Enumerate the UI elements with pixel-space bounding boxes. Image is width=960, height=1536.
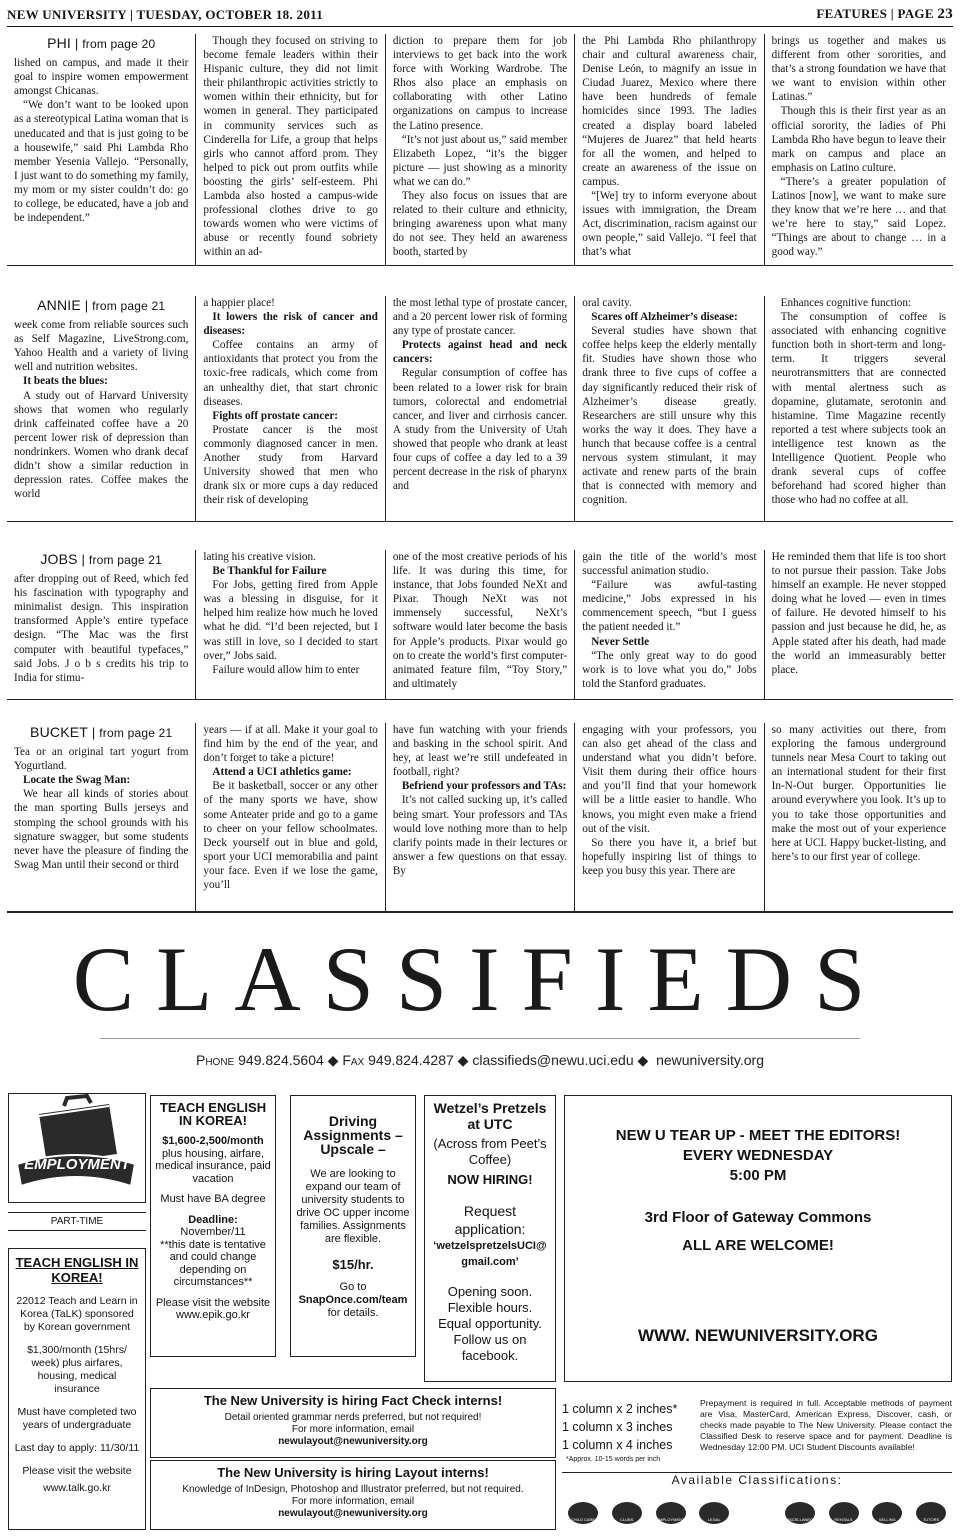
driving-title: Driving Assignments – Upscale – <box>303 1113 403 1157</box>
briefcase-icon <box>9 1094 143 1200</box>
legal-icon[interactable]: LEGAL <box>699 1502 729 1524</box>
part-time-label: PART-TIME <box>8 1212 146 1231</box>
layout-intern-ad <box>150 1460 556 1530</box>
annie-subhead: It lowers the risk of cancer and diseases: <box>203 311 378 338</box>
bucket-para: Tea or an original tart yogurt from Yogurtland. <box>14 746 189 773</box>
annie-para: Regular consumption of coffee has been related to a lower risk for brain tumors, colorectal and endometrial cancer, and liver and cirrhosis cancer. A study from the University of Utah showed that people who drank at least four cups of coffee a day led to a 39 percent decrease in the risk of pharynx and <box>392 367 568 493</box>
annie-subhead: Scares off Alzheimer’s disease: <box>591 311 738 324</box>
bucket-para: We hear all kinds of stories about the man sporting Bulls jerseys and stomping the school grounds with his signature swagger, but some students never have the pleasure of finding the Swag Man until their second or third <box>14 788 189 871</box>
bucket-col-3 <box>386 723 575 911</box>
phi-para: “There’s a greater population of Latinos [now], we want to make sure they know that we’re here … and that we’re here to stay,” said Lopez. “Things are about to change … in a good way.” <box>771 175 947 259</box>
employment-category-block <box>8 1093 146 1203</box>
wetzel-location: (Across from Peet’s Coffee) <box>433 1136 547 1167</box>
prepayment-notice: Prepayment is required in full. Acceptable methods of payment are Visa, MasterCard, American Express, Discover, cash, or checks made payable to The New University. Please contact the Classified Desk to reserve space and for payment. Deadline is Wednesday 12:00 PM. UCI Student Discounts available! <box>700 1398 952 1452</box>
jobs-jump-head: JOBS | from page 21 <box>40 551 163 567</box>
annie-para: A study out of Harvard University shows that women who regularly drink caffeinated coffee have a 20 percent lower risk of depression than nondrinkers. Women who drank decaf didn’t show a similar reduction in depression rates. Coffee makes the world <box>14 389 189 501</box>
annie-article <box>7 296 953 522</box>
phi-para: the Phi Lambda Rho philanthropy chair and cultural awareness chair, Denise León, to magnify an issue in Ciudad Juarez, Mexico where there have been hundreds of female homicides since 1993. The ladies created a display board labeled “Mujeres de Juarez” that held hearts for all the women, and helped to create an awareness of the issue on campus. <box>582 35 757 188</box>
bucket-col-2 <box>196 723 385 911</box>
jobs-para: lating his creative vision. <box>203 551 316 563</box>
epik-benefits: plus housing, airfare, medical insurance, paid vacation <box>155 1147 271 1185</box>
jobs-para: Failure would allow him to enter <box>212 663 360 676</box>
jobs-col-1 <box>7 550 196 699</box>
phi-para: They also focus on issues that are related to their culture and ethnicity, bringing awareness upon what many do not see. They held an awareness booth, started by <box>392 190 568 259</box>
annie-subhead: Fights off prostate cancer: <box>212 409 339 422</box>
diamond-icon: ◆ <box>457 1052 469 1068</box>
phi-article <box>7 34 953 266</box>
bucket-para: It’s not called sucking up, it’s called being smart. Your professors and TAs would love nothing more than to help clarify points made in their lectures or answer a few questions on that essay. By <box>392 794 568 877</box>
phi-col-2 <box>196 34 385 265</box>
page-header <box>7 3 953 27</box>
jobs-para: one of the most creative periods of his life. It was during this time, for instance, that Jobs founded NeXt and Pixar. Though NeXt was not immensely successful, NeXt’s software would later become the basis for Apple’s products. Pixar would go on to create the world’s first computer-animated feature film, “Toy Story,” and ultimately <box>392 551 568 690</box>
layout-email[interactable]: newulayout@newuniversity.org <box>278 1508 428 1519</box>
rate-item: 1 column x 2 inches* <box>562 1402 678 1416</box>
annie-para: week come from reliable sources such as Self Magazine, LiveStrong.com, Yahoo Health and a variety of living well and nutrition websites. <box>14 319 189 374</box>
miscellaneous-icon[interactable]: MISCELLANEOUS <box>785 1502 815 1524</box>
wetzel-line: Opening soon. <box>447 1284 533 1299</box>
bucket-subhead: Attend a UCI athletics game: <box>212 766 352 779</box>
phi-col-5 <box>765 34 953 265</box>
phi-para: “[We] try to inform everyone about issues with immigration, the Dream Act, discrimination, racism against our own people,” said Vallejo. “I feel that that’s what <box>582 190 757 259</box>
annie-para: Prostate cancer is the most commonly diagnosed cancer in men. Another study from Harvard University showed that men who drank six or more cups a day reduced their risk of developing <box>203 423 378 507</box>
annie-para: a happier place! <box>203 297 275 309</box>
talk-line: $1,300/month (15hrs/ week) plus airfares, housing, medical insurance <box>27 1344 127 1395</box>
jobs-subhead: Never Settle <box>591 635 650 648</box>
jobs-col-3 <box>386 550 575 699</box>
layout-line: Knowledge of InDesign, Photoshop and Illustrator preferred, but not required. <box>182 1484 524 1495</box>
employment-label: EMPLOYMENT <box>24 1156 130 1173</box>
phi-jump-head: PHI | from page 20 <box>47 35 156 51</box>
employment-icon[interactable]: EMPLOYMENT <box>656 1502 686 1524</box>
driving-body: We are looking to expand our team of university students to drive OC upper income families. Assignments are flexible. <box>296 1168 410 1245</box>
wetzels-ad <box>424 1095 556 1382</box>
layout-title: The New University is hiring Layout interns! <box>217 1465 489 1480</box>
bucket-col-4 <box>575 723 764 911</box>
phi-para: Though they focused on striving to become female leaders within their Hispanic culture, they did not limit their philanthropic activities strictly to women within their ethnicity, but for women in general. They participated in community services such as Cinderella for Life, a group that helps girls who cannot afford prom. They helped to pick out prom outfits while boosting the girls’ self-esteem. Phi Lambda also hosted a campus-wide professional clothes drive to go towards women who were victims of abuse or recently found sobriety within an ad- <box>203 35 378 259</box>
driving-details: for details. <box>327 1307 379 1319</box>
fact-line: Detail oriented grammar nerds preferred, but not required! <box>224 1412 482 1423</box>
talk-line: Last day to apply: 11/30/11 <box>14 1442 140 1454</box>
bucket-para: So there you have it, a brief but hopefully inspiring list of things to keep you busy this year. There are <box>582 836 757 877</box>
driving-go: Go to <box>339 1281 367 1293</box>
classifieds-site[interactable]: newuniversity.org <box>656 1052 764 1068</box>
bucket-para: so many activities out there, from exploring the famous underground tunnels near Mesa Court to taking out an international student for their first In-N-Out burger. Opportunities lie around everywhere you look. It’s up to you to take those opportunities and make the most out of your experience here at UCI. Happy bucket-listing, and here’s to our first year of college. <box>771 724 947 863</box>
driving-pay: $15/hr. <box>332 1257 374 1272</box>
talk-korea-ad <box>8 1248 146 1530</box>
jobs-subhead: Be Thankful for Failure <box>212 565 327 578</box>
driving-site[interactable]: SnapOnce.com/team <box>298 1294 408 1306</box>
available-classifications-label: Available Classifications: <box>562 1472 952 1487</box>
talk-website[interactable]: www.talk.go.kr <box>43 1482 111 1494</box>
bucket-col-5 <box>765 723 953 911</box>
rentals-icon[interactable]: RENTALS <box>829 1502 859 1524</box>
selling-icon[interactable]: SELLING <box>872 1502 902 1524</box>
bucket-col-1 <box>7 723 196 911</box>
wetzel-line: Follow us on facebook. <box>453 1332 527 1363</box>
annie-para: The consumption of coffee is associated with enhancing cognitive function both in short-term and long-term. It triggers several neurotransmitters that are connected with mental alertness such as dopamine, glutamate, serotonin and histamine. Time Magazine recently reported a test where subjects took an intelligence test known as the Intelligence Quotient. People who drank several cups of coffee beforehand had scored higher than those who had no coffee at all. <box>771 311 947 507</box>
child-care-icon[interactable]: CHILD CARE <box>568 1502 598 1524</box>
jobs-article <box>7 550 953 700</box>
bucket-jump-head: BUCKET | from page 21 <box>30 724 173 740</box>
annie-subhead-plain: Enhances cognitive function: <box>780 297 912 309</box>
classifieds-contact: Phone 949.824.5604 ◆ Fax 949.824.4287 ◆ classifieds@newu.uci.edu ◆ newuniversity.org <box>196 1052 764 1068</box>
bucket-para: Be it basketball, soccer or any other of the many sports we have, show some Anteater pride and go to a game to cheer on your fellow schoolmates. Deck yourself out in blue and gold, sport your UCI memorabilia and paint your face. Even if we lose the game, you’ll <box>203 780 378 892</box>
epik-website[interactable]: www.epik.go.kr <box>176 1309 250 1321</box>
jobs-col-5 <box>765 550 953 699</box>
phi-col-4 <box>575 34 764 265</box>
jobs-para: gain the title of the world’s most successful animation studio. <box>582 551 757 578</box>
jobs-para: “The only great way to do good work is to love what you do,” Jobs told the Stanford graduates. <box>582 649 757 690</box>
tearup-welcome: ALL ARE WELCOME! <box>682 1237 834 1254</box>
driving-ad <box>290 1095 416 1357</box>
classifieds-email[interactable]: classifieds@newu.uci.edu <box>472 1052 634 1068</box>
epik-deadline: November/11 <box>180 1226 246 1238</box>
epik-visit: Please visit the website <box>155 1296 271 1309</box>
jobs-para: “Failure was awful-tasting medicine,” Jobs expressed in his commencement speech, “but I guess the patient needed it.” <box>582 579 757 634</box>
tutors-icon[interactable]: TUTORS <box>916 1502 946 1524</box>
talk-line: 22012 Teach and Learn in Korea (TaLK) sponsored by Korean government <box>16 1295 138 1333</box>
jobs-para: after dropping out of Reed, which fed his fascination with typography and minimalist design. This inspiration transformed Apple’s entire typeface design. “The Mac was the first computer with beautiful typefaces,” said Jobs. J o b s credits his trip to India for stimu- <box>14 573 189 684</box>
phi-col-1 <box>7 34 196 265</box>
epik-pay: $1,600-2,500/month <box>162 1135 264 1147</box>
bucket-article <box>7 723 953 913</box>
annie-col-1 <box>7 296 196 521</box>
diamond-icon: ◆ <box>637 1052 649 1068</box>
epik-requirement: Must have BA degree <box>160 1193 266 1205</box>
layout-line: For more information, email <box>291 1496 415 1507</box>
diamond-icon: ◆ <box>327 1052 339 1068</box>
epik-title: TEACH ENGLISH IN KOREA! <box>159 1100 267 1128</box>
rates-list <box>562 1400 696 1466</box>
rate-item: 1 column x 3 inches <box>562 1420 673 1434</box>
wetzel-line: Flexible hours. <box>447 1300 533 1315</box>
phi-para: diction to prepare them for job interviews to get back into the work force with Working Wardrobe. The Rhos also place an emphasis on collaborating with other Latino organizations on campus to increase the Latino presence. <box>392 35 568 132</box>
jobs-col-2 <box>196 550 385 699</box>
classifieds-rule <box>100 1038 860 1039</box>
jobs-para: For Jobs, getting fired from Apple was a blessing in disguise, for it helped him realize how much he loved what he did. “I’d been rejected, but I was still in love, so I decided to start over,” Jobs said. <box>203 579 378 662</box>
fact-email[interactable]: newulayout@newuniversity.org <box>278 1436 428 1447</box>
header-dateline: NEW UNIVERSITY | TUESDAY, OCTOBER 18. 2011 <box>7 6 323 22</box>
wetzel-hiring: NOW HIRING! <box>447 1172 533 1187</box>
classifieds-title: CLASSIFIEDS <box>72 928 888 1030</box>
bucket-para: have fun watching with your friends and basking in the school spirit. And hey, at least we’re still undefeated in football, right? <box>392 724 568 779</box>
fact-line: For more information, email <box>291 1424 415 1435</box>
phi-para: “We don’t want to be looked upon as a stereotypical Latina woman that is uneducated and that is just going to be a housewife,” said Phi Lambda Rho member Yesenia Vallejo. “Personally, I just want to do something my family, my mom or my sister couldn’t do: go to college, be educated, have a job and be independent.” <box>14 99 189 225</box>
jobs-col-4 <box>575 550 764 699</box>
bucket-subhead: Befriend your professors and TAs: <box>401 780 567 793</box>
fact-title: The New University is hiring Fact Check interns! <box>203 1393 503 1408</box>
annie-col-5 <box>765 296 953 521</box>
annie-col-3 <box>386 296 575 521</box>
talk-line: Please visit the website <box>22 1465 132 1477</box>
phi-para: Though this is their first year as an official sorority, the ladies of Phi Lambda Rho have begun to leave their mark on campus and place an emphasis on Latino culture. <box>771 105 947 174</box>
wetzel-request: Request application: <box>454 1203 526 1237</box>
bucket-para: engaging with your professors, you can also get ahead of the class and understand what you didn’t before. Visit them during their office hours and you’ll find that your homework will be a little easier to handle. Who knows, you might even make a friend out of the visit. <box>582 724 757 835</box>
epik-deadline-label: Deadline: <box>188 1213 238 1226</box>
tearup-website[interactable]: WWW. NEWUNIVERSITY.ORG <box>638 1326 878 1345</box>
jobs-para: He reminded them that life is too short to not pursue their passion. Take Jobs himself an example. He never stopped doing what he loved — even in times of failure. He devoted himself to his passion and just because he did, he, as Apple stated after his death, had made the world an immeasurably better place. <box>771 551 947 676</box>
bucket-para: years — if at all. Make it your goal to find him by the end of the year, and don’t forget to take a picture! <box>203 724 378 765</box>
epik-tentative: **this date is tentative and could change depending on circumstances** <box>160 1238 266 1288</box>
header-section: FEATURES | PAGE 23 <box>816 6 953 22</box>
annie-para: oral cavity. <box>582 297 632 309</box>
category-icons <box>560 1496 954 1530</box>
epik-korea-ad <box>150 1095 276 1357</box>
rates-note: *Approx. 10-15 words per inch <box>566 1456 661 1463</box>
annie-para: the most lethal type of prostate cancer, and a 20 percent lower risk of forming any type of prostate cancer. <box>392 297 568 338</box>
tearup-location: 3rd Floor of Gateway Commons <box>644 1209 872 1226</box>
wetzel-line: Equal opportunity. <box>438 1316 542 1331</box>
talk-line: Must have completed two years of undergraduate <box>17 1406 137 1431</box>
talk-title: TEACH ENGLISH IN KOREA! <box>15 1255 139 1285</box>
tear-up-ad <box>564 1095 952 1382</box>
tearup-line: NEW U TEAR UP - MEET THE EDITORS! <box>615 1127 901 1144</box>
phi-col-3 <box>386 34 575 265</box>
phi-para: “It’s not just about us,” said member Elizabeth Lopez, “it’s the bigger picture — just showing as a minority what we can do.” <box>392 133 568 188</box>
wetzel-title: Wetzel’s Pretzels at UTC <box>433 1100 547 1132</box>
wetzel-email[interactable]: ‘wetzelspretzelsUCI@ gmail.com’ <box>433 1240 547 1268</box>
annie-col-4 <box>575 296 764 521</box>
annie-jump-head: ANNIE | from page 21 <box>37 297 166 313</box>
rate-item: 1 column x 4 inches <box>562 1438 673 1452</box>
annie-col-2 <box>196 296 385 521</box>
fact-check-intern-ad <box>150 1388 556 1458</box>
annie-para: Several studies have shown that coffee helps keep the elderly mentally fit. Studies have shown those who drank three to five cups of coffee a day significantly reduced their risk of Alzheimer’s disease greatly. Researchers are still unsure why this works the way it does. They have a hunch that because coffee is a central nervous system stimulant, it may activate and renew parts of the brain that is connected with memory and cognition. <box>582 325 757 507</box>
phi-para: brings us together and makes us different from other sororities, and that’s a strong foundation we have that we want to envision within other Latinas.” <box>771 35 947 104</box>
phi-para: lished on campus, and made it their goal to inspire women empowerment amongst Chicanas. <box>14 57 189 98</box>
clubs-icon[interactable]: CLUBS <box>612 1502 642 1524</box>
tearup-time: 5:00 PM <box>729 1167 787 1184</box>
tearup-line: EVERY WEDNESDAY <box>682 1147 834 1164</box>
page-number: 23 <box>937 6 953 22</box>
bucket-subhead: Locate the Swag Man: <box>23 774 131 787</box>
annie-subhead: Protects against head and neck cancers: <box>392 339 568 366</box>
annie-para: Coffee contains an army of antioxidants that protect you from the toxic-free radicals, which come from an unhealthy diet, that start chronic diseases. <box>203 339 378 408</box>
annie-subhead: It beats the blues: <box>23 375 108 388</box>
